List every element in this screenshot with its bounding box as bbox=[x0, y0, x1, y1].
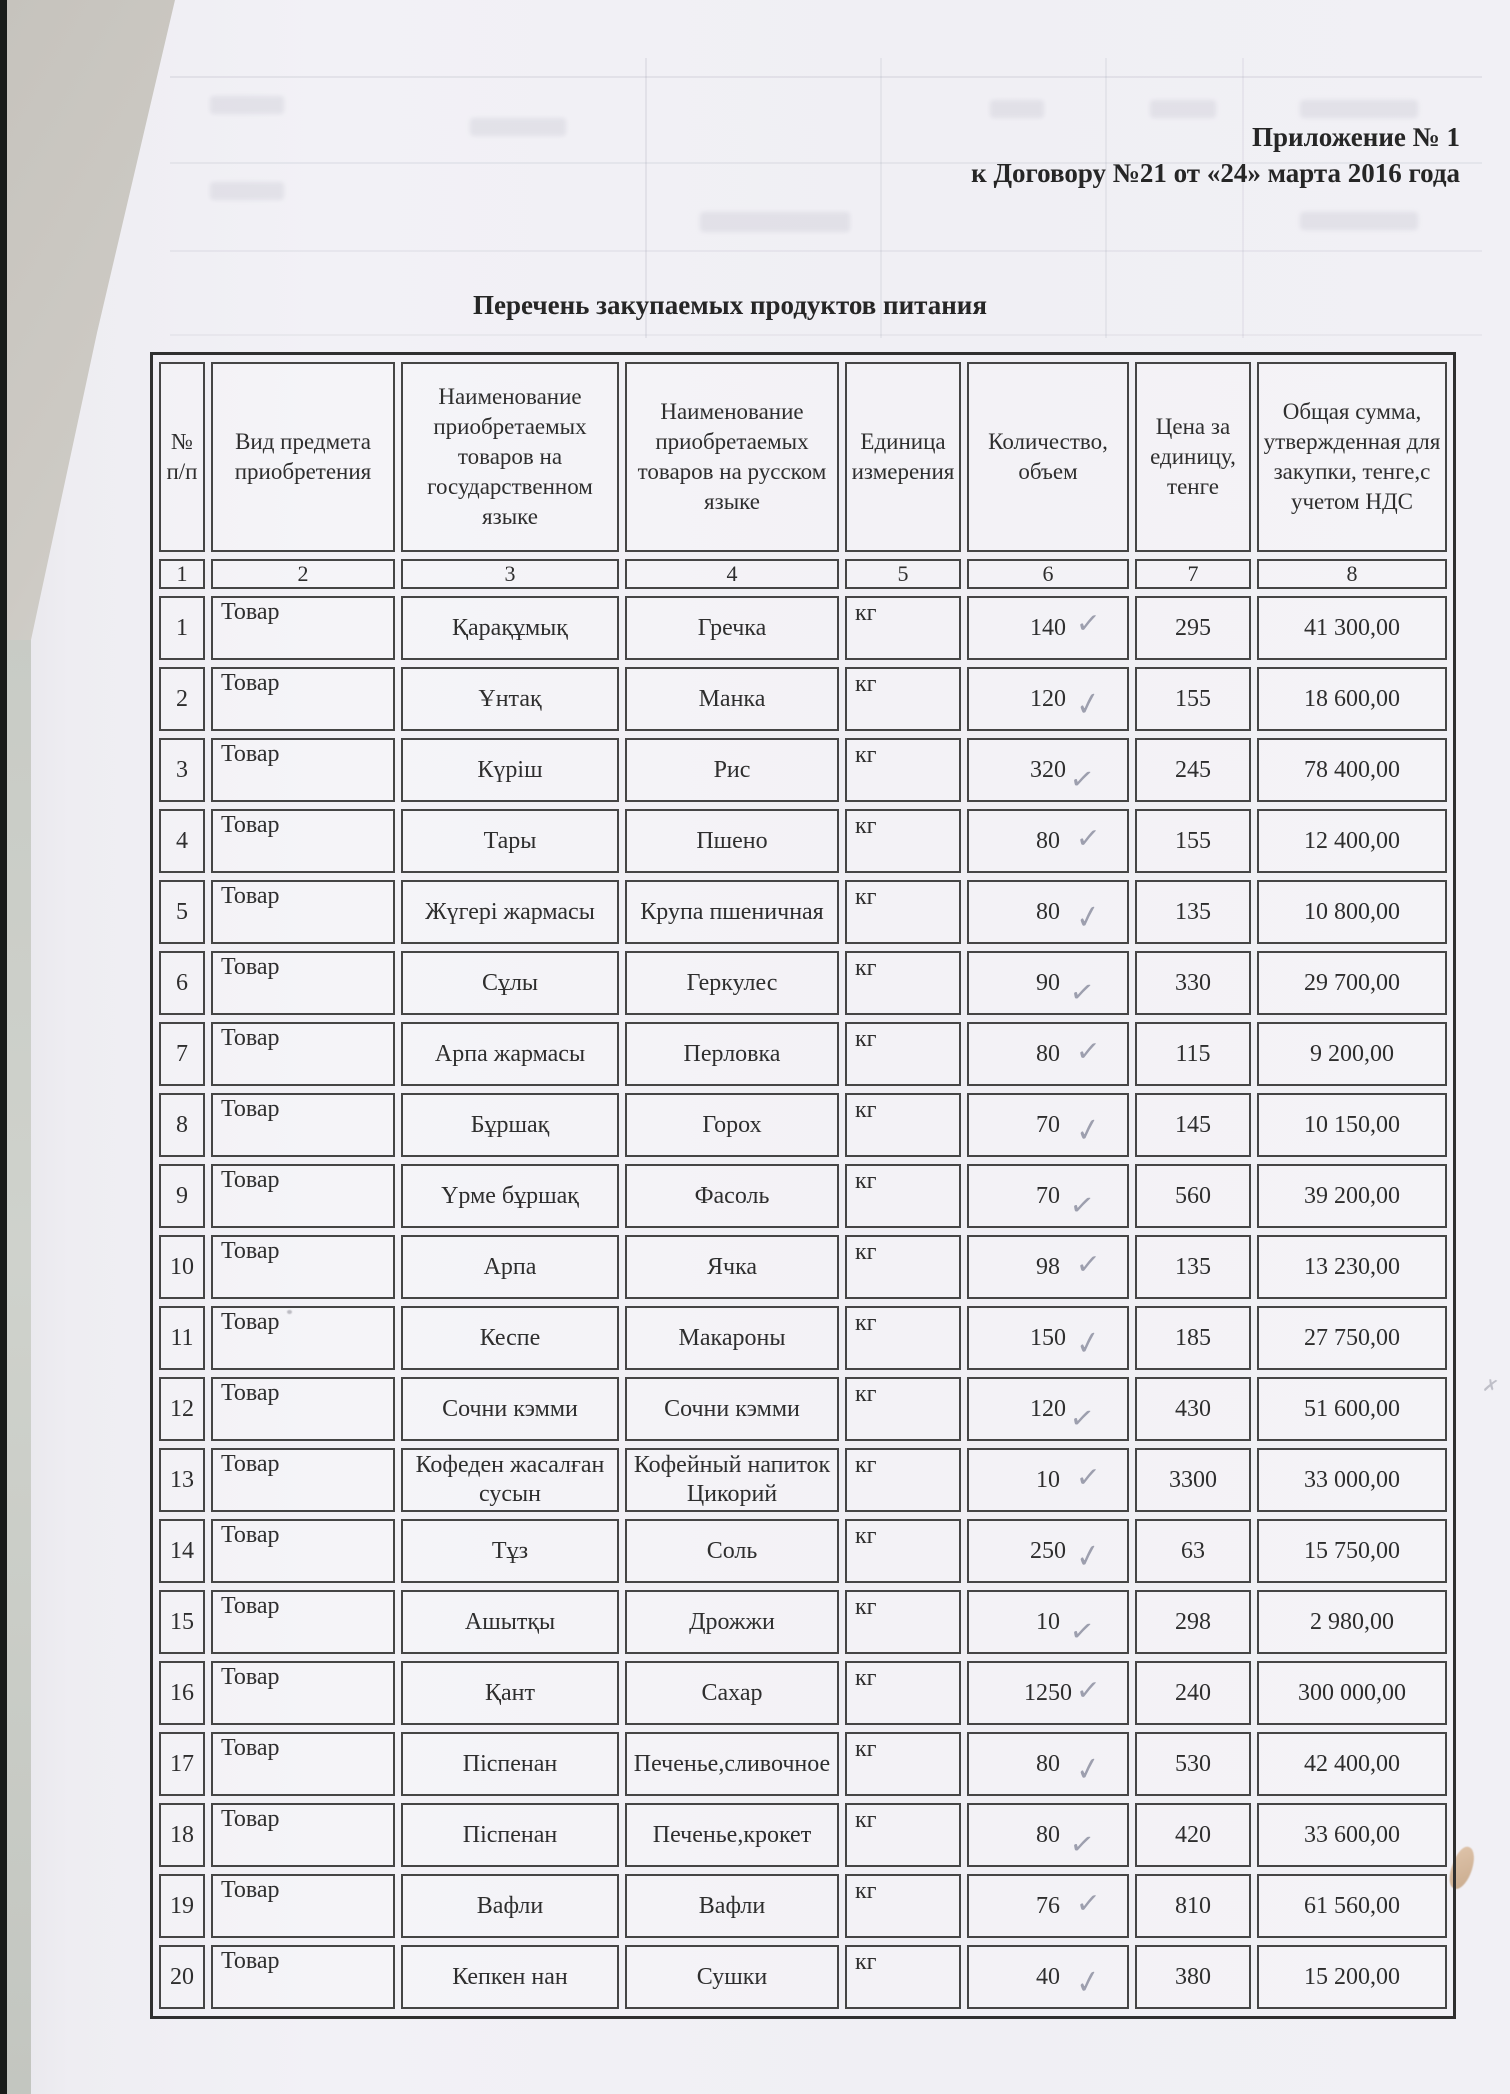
cell-unit: кг bbox=[845, 1164, 961, 1228]
cell-quantity bbox=[967, 667, 1129, 731]
table-row bbox=[159, 1661, 1447, 1725]
table-row bbox=[159, 1874, 1447, 1938]
cell-total-sum: 12 400,00 bbox=[1257, 809, 1447, 873]
column-number: 1 bbox=[159, 559, 205, 589]
header-row bbox=[159, 362, 1447, 552]
table-row bbox=[159, 1306, 1447, 1370]
cell-unit-price: 240 bbox=[1135, 1661, 1251, 1725]
cell-name-kazakh: Үрме бұршақ bbox=[401, 1164, 619, 1228]
cell-unit: кг bbox=[845, 1235, 961, 1299]
cell-unit-price: 810 bbox=[1135, 1874, 1251, 1938]
cell-row-number: 20 bbox=[159, 1945, 205, 2009]
cell-item-type: Товар bbox=[211, 1945, 395, 2009]
cell-total-sum: 51 600,00 bbox=[1257, 1377, 1447, 1441]
cell-unit-price: 135 bbox=[1135, 880, 1251, 944]
quantity-value: 80 bbox=[1036, 1821, 1060, 1848]
quantity-value: 70 bbox=[1036, 1182, 1060, 1209]
table-row bbox=[159, 1590, 1447, 1654]
cell-name-russian: Перловка bbox=[625, 1022, 839, 1086]
cell-name-kazakh: Піспенан bbox=[401, 1803, 619, 1867]
cell-item-type: Товар bbox=[211, 1519, 395, 1583]
table-row bbox=[159, 596, 1447, 660]
quantity-value: 98 bbox=[1036, 1253, 1060, 1280]
quantity-value: 70 bbox=[1036, 1111, 1060, 1138]
cell-unit: кг bbox=[845, 1945, 961, 2009]
cell-item-type: Товар bbox=[211, 809, 395, 873]
quantity-value: 76 bbox=[1036, 1892, 1060, 1919]
cell-name-russian: Манка bbox=[625, 667, 839, 731]
cell-name-russian: Макароны bbox=[625, 1306, 839, 1370]
quantity-value: 140 bbox=[1030, 614, 1066, 641]
cell-total-sum: 10 150,00 bbox=[1257, 1093, 1447, 1157]
cell-row-number: 6 bbox=[159, 951, 205, 1015]
cell-quantity bbox=[967, 1732, 1129, 1796]
col-header-quantity: Количество, объем bbox=[967, 362, 1129, 552]
cell-item-type: Товар bbox=[211, 1448, 395, 1512]
col-header-name-kazakh: Наименование приобретаемых товаров на государственном языке bbox=[401, 362, 619, 552]
pencil-checkmark-icon: ✓ bbox=[1067, 1188, 1097, 1224]
cell-total-sum: 15 750,00 bbox=[1257, 1519, 1447, 1583]
cell-name-russian: Пшено bbox=[625, 809, 839, 873]
cell-item-type: Товар bbox=[211, 1377, 395, 1441]
cell-name-kazakh: Жүгері жармасы bbox=[401, 880, 619, 944]
cell-item-type: Товар bbox=[211, 1235, 395, 1299]
cell-quantity bbox=[967, 1945, 1129, 2009]
cell-unit-price: 155 bbox=[1135, 809, 1251, 873]
cell-row-number: 18 bbox=[159, 1803, 205, 1867]
cell-item-type: Товар bbox=[211, 1306, 395, 1370]
cell-unit-price: 420 bbox=[1135, 1803, 1251, 1867]
cell-unit-price: 155 bbox=[1135, 667, 1251, 731]
cell-name-kazakh: Кофеден жасалған сусын bbox=[401, 1448, 619, 1512]
cell-name-russian: Гречка bbox=[625, 596, 839, 660]
quantity-value: 80 bbox=[1036, 898, 1060, 925]
cell-row-number: 16 bbox=[159, 1661, 205, 1725]
col-header-name-russian: Наименование приобретаемых товаров на русском языке bbox=[625, 362, 839, 552]
pencil-checkmark-icon: ✓ bbox=[1074, 1674, 1102, 1708]
cell-unit-price: 530 bbox=[1135, 1732, 1251, 1796]
column-number: 3 bbox=[401, 559, 619, 589]
cell-unit-price: 115 bbox=[1135, 1022, 1251, 1086]
cell-unit: кг bbox=[845, 1803, 961, 1867]
cell-quantity bbox=[967, 1093, 1129, 1157]
cell-name-kazakh: Вафли bbox=[401, 1874, 619, 1938]
cell-name-kazakh: Бұршақ bbox=[401, 1093, 619, 1157]
pencil-checkmark-icon: ✓ bbox=[1074, 898, 1103, 938]
cell-row-number: 9 bbox=[159, 1164, 205, 1228]
quantity-value: 90 bbox=[1036, 969, 1060, 996]
cell-item-type: Товар bbox=[211, 1661, 395, 1725]
cell-quantity bbox=[967, 1306, 1129, 1370]
cell-quantity bbox=[967, 1377, 1129, 1441]
products-table-wrapper bbox=[150, 352, 1456, 2019]
column-number: 8 bbox=[1257, 559, 1447, 589]
cell-total-sum: 9 200,00 bbox=[1257, 1022, 1447, 1086]
quantity-value: 10 bbox=[1036, 1608, 1060, 1635]
cell-unit-price: 560 bbox=[1135, 1164, 1251, 1228]
cell-item-type: Товар bbox=[211, 1590, 395, 1654]
cell-unit: кг bbox=[845, 880, 961, 944]
cell-unit: кг bbox=[845, 596, 961, 660]
cell-total-sum: 300 000,00 bbox=[1257, 1661, 1447, 1725]
cell-quantity bbox=[967, 880, 1129, 944]
cell-total-sum: 33 000,00 bbox=[1257, 1448, 1447, 1512]
cell-row-number: 10 bbox=[159, 1235, 205, 1299]
cell-name-russian: Печенье,крокет bbox=[625, 1803, 839, 1867]
cell-name-russian: Вафли bbox=[625, 1874, 839, 1938]
cell-row-number: 17 bbox=[159, 1732, 205, 1796]
col-header-unit-price: Цена за единицу, тенге bbox=[1135, 362, 1251, 552]
pencil-checkmark-icon: ✓ bbox=[1074, 1111, 1103, 1151]
cell-name-kazakh: Арпа bbox=[401, 1235, 619, 1299]
quantity-value: 80 bbox=[1036, 827, 1060, 854]
cell-total-sum: 27 750,00 bbox=[1257, 1306, 1447, 1370]
cell-row-number: 1 bbox=[159, 596, 205, 660]
cell-name-russian: Крупа пшеничная bbox=[625, 880, 839, 944]
cell-item-type: Товар bbox=[211, 596, 395, 660]
table-row bbox=[159, 1732, 1447, 1796]
column-number: 7 bbox=[1135, 559, 1251, 589]
table-row bbox=[159, 809, 1447, 873]
cell-quantity bbox=[967, 1448, 1129, 1512]
cell-unit-price: 295 bbox=[1135, 596, 1251, 660]
cell-name-russian: Горох bbox=[625, 1093, 839, 1157]
table-row bbox=[159, 1803, 1447, 1867]
pencil-checkmark-icon: ✓ bbox=[1067, 1827, 1097, 1863]
cell-row-number: 3 bbox=[159, 738, 205, 802]
cell-unit-price: 145 bbox=[1135, 1093, 1251, 1157]
table-row bbox=[159, 1093, 1447, 1157]
table-row bbox=[159, 1164, 1447, 1228]
cell-total-sum: 15 200,00 bbox=[1257, 1945, 1447, 2009]
cell-total-sum: 2 980,00 bbox=[1257, 1590, 1447, 1654]
cell-name-kazakh: Кеспе bbox=[401, 1306, 619, 1370]
col-header-item-type: Вид предмета приобретения bbox=[211, 362, 395, 552]
cell-name-kazakh: Күріш bbox=[401, 738, 619, 802]
cell-unit: кг bbox=[845, 1874, 961, 1938]
table-row bbox=[159, 667, 1447, 731]
cell-total-sum: 13 230,00 bbox=[1257, 1235, 1447, 1299]
cell-total-sum: 10 800,00 bbox=[1257, 880, 1447, 944]
cell-item-type: Товар bbox=[211, 738, 395, 802]
cell-row-number: 8 bbox=[159, 1093, 205, 1157]
table-row bbox=[159, 1519, 1447, 1583]
cell-total-sum: 39 200,00 bbox=[1257, 1164, 1447, 1228]
cell-total-sum: 33 600,00 bbox=[1257, 1803, 1447, 1867]
pencil-checkmark-icon: ✓ bbox=[1074, 1750, 1103, 1790]
cell-quantity bbox=[967, 1164, 1129, 1228]
cell-quantity bbox=[967, 1661, 1129, 1725]
table-row bbox=[159, 880, 1447, 944]
table-row bbox=[159, 1377, 1447, 1441]
cell-quantity bbox=[967, 1519, 1129, 1583]
pencil-checkmark-icon: ✓ bbox=[1074, 1887, 1102, 1921]
cell-name-kazakh: Ашытқы bbox=[401, 1590, 619, 1654]
cell-name-russian: Соль bbox=[625, 1519, 839, 1583]
cell-row-number: 19 bbox=[159, 1874, 205, 1938]
cell-name-russian: Сушки bbox=[625, 1945, 839, 2009]
cell-unit: кг bbox=[845, 1732, 961, 1796]
cell-unit: кг bbox=[845, 738, 961, 802]
cell-quantity bbox=[967, 951, 1129, 1015]
cell-unit: кг bbox=[845, 667, 961, 731]
pencil-checkmark-icon: ✓ bbox=[1074, 607, 1102, 641]
cell-name-kazakh: Сочни кэмми bbox=[401, 1377, 619, 1441]
cell-total-sum: 29 700,00 bbox=[1257, 951, 1447, 1015]
col-header-unit: Единица измерения bbox=[845, 362, 961, 552]
cell-unit: кг bbox=[845, 1590, 961, 1654]
quantity-value: 10 bbox=[1036, 1466, 1060, 1493]
cell-row-number: 2 bbox=[159, 667, 205, 731]
cell-name-russian: Печенье,сливочное bbox=[625, 1732, 839, 1796]
cell-item-type: Товар bbox=[211, 1022, 395, 1086]
cell-total-sum: 61 560,00 bbox=[1257, 1874, 1447, 1938]
cell-quantity bbox=[967, 1874, 1129, 1938]
cell-total-sum: 78 400,00 bbox=[1257, 738, 1447, 802]
cell-name-kazakh: Тұз bbox=[401, 1519, 619, 1583]
cell-total-sum: 41 300,00 bbox=[1257, 596, 1447, 660]
cell-quantity bbox=[967, 809, 1129, 873]
cell-unit: кг bbox=[845, 1093, 961, 1157]
cell-item-type: Товар bbox=[211, 1874, 395, 1938]
cell-total-sum: 42 400,00 bbox=[1257, 1732, 1447, 1796]
cell-item-type: Товар bbox=[211, 1732, 395, 1796]
cell-unit-price: 185 bbox=[1135, 1306, 1251, 1370]
quantity-value: 1250 bbox=[1024, 1679, 1072, 1706]
quantity-value: 40 bbox=[1036, 1963, 1060, 1990]
cell-name-kazakh: Ұнтақ bbox=[401, 667, 619, 731]
cell-unit-price: 63 bbox=[1135, 1519, 1251, 1583]
cell-quantity bbox=[967, 1590, 1129, 1654]
table-row bbox=[159, 1235, 1447, 1299]
table-row bbox=[159, 1945, 1447, 2009]
column-number: 5 bbox=[845, 559, 961, 589]
pencil-checkmark-icon: ✓ bbox=[1074, 685, 1103, 725]
appendix-header bbox=[971, 120, 1460, 191]
cell-quantity bbox=[967, 596, 1129, 660]
pencil-checkmark-icon: ✓ bbox=[1074, 1324, 1103, 1364]
cell-name-kazakh: Қарақұмық bbox=[401, 596, 619, 660]
cell-unit-price: 245 bbox=[1135, 738, 1251, 802]
cell-item-type: Товар bbox=[211, 667, 395, 731]
table-row bbox=[159, 951, 1447, 1015]
cell-name-russian: Сахар bbox=[625, 1661, 839, 1725]
cell-name-russian: Ячка bbox=[625, 1235, 839, 1299]
cell-name-kazakh: Сұлы bbox=[401, 951, 619, 1015]
cell-item-type: Товар bbox=[211, 880, 395, 944]
pencil-checkmark-icon: ✓ bbox=[1067, 762, 1097, 798]
pencil-checkmark-icon: ✓ bbox=[1067, 1401, 1097, 1437]
quantity-value: 150 bbox=[1030, 1324, 1066, 1351]
cell-name-kazakh: Қант bbox=[401, 1661, 619, 1725]
quantity-value: 120 bbox=[1030, 685, 1066, 712]
cell-unit-price: 330 bbox=[1135, 951, 1251, 1015]
quantity-value: 320 bbox=[1030, 756, 1066, 783]
cell-name-russian: Фасоль bbox=[625, 1164, 839, 1228]
cell-row-number: 15 bbox=[159, 1590, 205, 1654]
table-row bbox=[159, 1022, 1447, 1086]
cell-unit: кг bbox=[845, 1448, 961, 1512]
table-row bbox=[159, 1448, 1447, 1512]
pencil-mark-artifact: ✗ bbox=[1480, 1374, 1501, 1398]
cell-item-type: Товар bbox=[211, 951, 395, 1015]
cell-unit: кг bbox=[845, 1377, 961, 1441]
table-row bbox=[159, 738, 1447, 802]
cell-row-number: 12 bbox=[159, 1377, 205, 1441]
cell-quantity bbox=[967, 1022, 1129, 1086]
pencil-checkmark-icon: ✓ bbox=[1074, 1537, 1103, 1577]
cell-item-type: Товар bbox=[211, 1803, 395, 1867]
cell-unit-price: 298 bbox=[1135, 1590, 1251, 1654]
pencil-checkmark-icon: ✓ bbox=[1067, 975, 1097, 1011]
quantity-value: 80 bbox=[1036, 1040, 1060, 1067]
page-title: Перечень закупаемых продуктов питания bbox=[473, 290, 987, 320]
cell-total-sum: 18 600,00 bbox=[1257, 667, 1447, 731]
cell-name-kazakh: Піспенан bbox=[401, 1732, 619, 1796]
cell-unit: кг bbox=[845, 809, 961, 873]
cell-name-russian: Сочни кэмми bbox=[625, 1377, 839, 1441]
cell-name-kazakh: Арпа жармасы bbox=[401, 1022, 619, 1086]
cell-unit: кг bbox=[845, 951, 961, 1015]
cell-unit: кг bbox=[845, 1022, 961, 1086]
column-number-row bbox=[159, 559, 1447, 589]
pencil-checkmark-icon: ✓ bbox=[1067, 1614, 1097, 1650]
cell-unit-price: 430 bbox=[1135, 1377, 1251, 1441]
cell-name-russian: Дрожжи bbox=[625, 1590, 839, 1654]
cell-quantity bbox=[967, 1235, 1129, 1299]
pencil-checkmark-icon: ✓ bbox=[1074, 1461, 1102, 1495]
appendix-line2: к Договору №21 от «24» марта 2016 года bbox=[971, 157, 1460, 188]
column-number: 6 bbox=[967, 559, 1129, 589]
cell-name-russian: Рис bbox=[625, 738, 839, 802]
cell-row-number: 4 bbox=[159, 809, 205, 873]
cell-name-russian: Кофейный напиток Цикорий bbox=[625, 1448, 839, 1512]
pencil-checkmark-icon: ✓ bbox=[1074, 1963, 1103, 2003]
col-header-row-number: № п/п bbox=[159, 362, 205, 552]
cell-unit: кг bbox=[845, 1519, 961, 1583]
pencil-checkmark-icon: ✓ bbox=[1074, 1035, 1102, 1069]
cell-row-number: 11 bbox=[159, 1306, 205, 1370]
cell-row-number: 14 bbox=[159, 1519, 205, 1583]
pencil-checkmark-icon: ✓ bbox=[1074, 1248, 1102, 1282]
col-header-total: Общая сумма, утвержденная для закупки, тенге,с учетом НДС bbox=[1257, 362, 1447, 552]
cell-name-russian: Геркулес bbox=[625, 951, 839, 1015]
column-number: 2 bbox=[211, 559, 395, 589]
column-number: 4 bbox=[625, 559, 839, 589]
cell-quantity bbox=[967, 738, 1129, 802]
quantity-value: 80 bbox=[1036, 1750, 1060, 1777]
cell-item-type: Товар bbox=[211, 1093, 395, 1157]
cell-unit: кг bbox=[845, 1661, 961, 1725]
quantity-value: 120 bbox=[1030, 1395, 1066, 1422]
products-table bbox=[153, 355, 1453, 2016]
appendix-line1: Приложение № 1 bbox=[1252, 122, 1460, 152]
pencil-checkmark-icon: ✓ bbox=[1074, 822, 1102, 856]
cell-row-number: 13 bbox=[159, 1448, 205, 1512]
cell-quantity bbox=[967, 1803, 1129, 1867]
cell-unit: кг bbox=[845, 1306, 961, 1370]
cell-unit-price: 135 bbox=[1135, 1235, 1251, 1299]
cell-unit-price: 380 bbox=[1135, 1945, 1251, 2009]
cell-name-kazakh: Тары bbox=[401, 809, 619, 873]
cell-unit-price: 3300 bbox=[1135, 1448, 1251, 1512]
cell-row-number: 7 bbox=[159, 1022, 205, 1086]
quantity-value: 250 bbox=[1030, 1537, 1066, 1564]
cell-name-kazakh: Кепкен нан bbox=[401, 1945, 619, 2009]
cell-row-number: 5 bbox=[159, 880, 205, 944]
cell-item-type: Товар bbox=[211, 1164, 395, 1228]
